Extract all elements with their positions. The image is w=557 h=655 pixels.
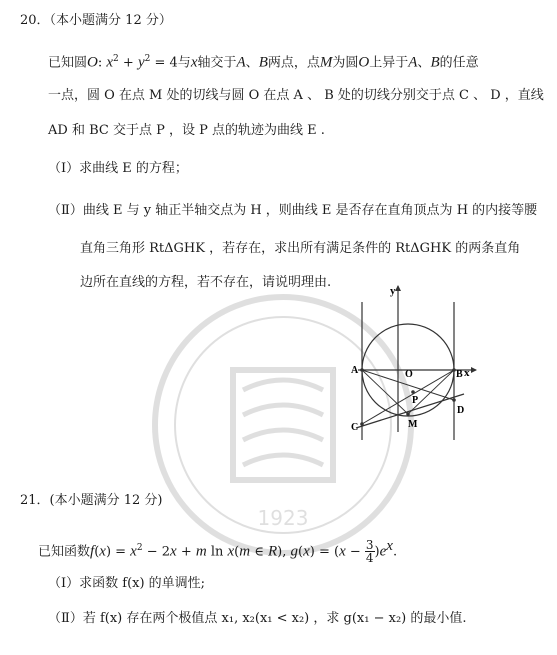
q21-statement: 已知函数$f(x) = x^2 - 2x + m$ ln x(m ∈ R), g(x) = (x − $\frac{3}{4}$ )$e^x$. [38,538,398,566]
q20-part1: （Ⅰ）求曲线 E 的方程； [48,161,188,176]
q20-part2-line2: 直角三角形 RtΔGHK ，若存在，求出所有满足条件的 RtΔGHK 的两条直角 [80,241,521,256]
segment-bm [408,370,454,414]
label-d: D [457,405,465,416]
label-x: x [464,367,470,379]
q20-part2-line3: 边所在直线的方程，若不存在，请说明理由. [80,275,332,290]
segment-am [362,370,408,414]
label-m: M [408,419,418,430]
q21-part1: （Ⅰ）求函数 f(x) 的单调性; [48,576,206,591]
label-b: B [456,369,463,380]
label-o: O [405,369,413,380]
geometry-figure [350,282,478,442]
label-c: C [351,422,359,433]
label-y: y [390,285,396,297]
label-p: P [412,395,419,406]
q21-part2: （Ⅱ）若 f(x) 存在两个极值点 x₁, x₂(x₁ < x₂) ，求 g(x₁ − x₂) 的最小值. [48,611,467,626]
q20-part2-line1: （Ⅱ）曲线 E 与 y 轴正半轴交点为 H ，则曲线 E 是否存在直角顶点为 H 的内接等腰 [48,203,538,218]
q20-header: 20．（本小题满分 12 分） [20,13,172,28]
q20-statement-line3: AD 和 BC 交于点 P ，设 P 点的轨迹为曲线 E . [48,123,325,138]
y-axis-arrow [395,285,401,291]
q20-statement-line2: 一点，圆 O 在点 M 处的切线与圆 O 在点 A 、 B 处的切线分别交于点 C 、 D ，直线 [48,88,544,103]
q20-statement-line1: 已知圆O: $x^2 + y^2 = 4$与x轴交于A、B两点，点M为圆O上异于A、B的任意 [48,54,479,71]
x-axis-arrow [471,367,477,373]
q21-header: 21．(本小题满分 12 分) [20,493,163,508]
label-a: A [351,365,359,376]
svg-text:1923: 1923 [257,506,309,530]
